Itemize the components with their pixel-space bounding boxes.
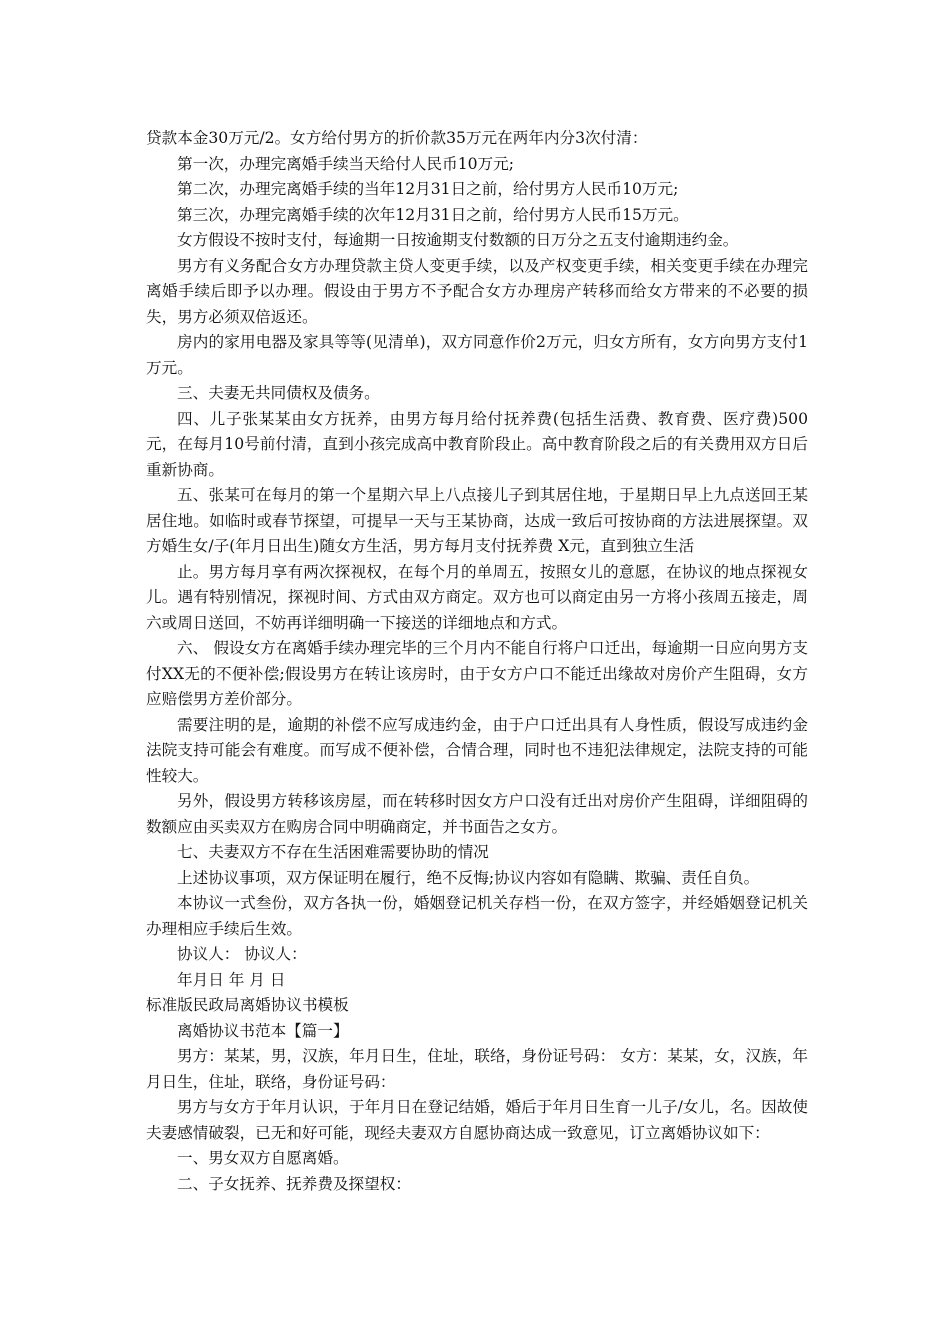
paragraph: 五、张某可在每月的第一个星期六早上八点接儿子到其居住地，于星期日早上九点送回王某居住地。如临时或春节探望，可提早一天与王某协商，达成一致后可按协商的方法进展探望。双方婚生女/子(年月日出生)随女方生活，男方每月支付抚养费 X元，直到独立生活 (146, 486, 808, 555)
paragraph: 另外，假设男方转移该房屋，而在转移时因女方户口没有迁出对房价产生阻碍，详细阻碍的数额应由买卖双方在购房合同中明确商定，并书面告之女方。 (146, 792, 808, 836)
paragraph: 女方假设不按时支付，每逾期一日按逾期支付数额的日万分之五支付逾期违约金。 (177, 231, 739, 249)
paragraph: 需要注明的是，逾期的补偿不应写成违约金，由于户口迁出具有人身性质，假设写成违约金法院支持可能会有难度。而写成不便补偿，合情合理，同时也不违犯法律规定，法院支持的可能性较大。 (146, 715, 808, 785)
paragraph: 三、夫妻无共同债权及债务。 (177, 384, 380, 402)
paragraph: 第一次，办理完离婚手续当天给付人民币10万元; (177, 154, 514, 173)
paragraph: 房内的家用电器及家具等等(见清单)，双方同意作价2万元，归女方所有，女方向男方支付1万元。 (146, 333, 808, 377)
document-body (146, 126, 808, 1197)
paragraph: 年月日 年 月 日 (177, 970, 286, 989)
paragraph: 止。男方每月享有两次探视权，在每个月的单周五，按照女儿的意愿，在协议的地点探视女儿。遇有特别情况，探视时间、方式由双方商定。双方也可以商定由另一方将小孩周五接走，周六或周日送回，不妨再详细明确一下接送的详细地点和方式。 (146, 562, 808, 632)
paragraph: 一、男女双方自愿离婚。 (177, 1149, 349, 1167)
paragraph: 六、 假设女方在离婚手续办理完毕的三个月内不能自行将户口迁出，每逾期一日应向男方支付XX无的不便补偿;假设男方在转让该房时，由于女方户口不能迁出缘故对房价产生阻碍，女方应赔偿男方差价部分。 (146, 639, 808, 708)
paragraph: 四、儿子张某某由女方抚养，由男方每月给付抚养费(包括生活费、教育费、医疗费)500元，在每月10号前付清，直到小孩完成高中教育阶段止。高中教育阶段之后的有关费用双方日后重新协商。 (146, 409, 808, 479)
paragraph: 第二次，办理完离婚手续的当年12月31日之前，给付男方人民币10万元; (177, 180, 679, 198)
paragraph: 协议人： 协议人： (177, 945, 307, 963)
paragraph: 男方与女方于年月认识，于年月日在登记结婚，婚后于年月日生育一儿子/女儿，名。因故使夫妻感情破裂，已无和好可能，现经夫妻双方自愿协商达成一致意见，订立离婚协议如下： (146, 1098, 808, 1142)
paragraph: 本协议一式叁份，双方各执一份，婚姻登记机关存档一份，在双方签字，并经婚姻登记机关办理相应手续后生效。 (146, 894, 808, 938)
paragraph: 标准版民政局离婚协议书模板 (146, 996, 349, 1014)
paragraph: 第三次，办理完离婚手续的次年12月31日之前，给付男方人民币15万元。 (177, 205, 689, 224)
paragraph: 二、子女抚养、抚养费及探望权： (177, 1174, 411, 1193)
paragraph: 七、夫妻双方不存在生活困难需要协助的情况 (177, 843, 489, 861)
paragraph: 贷款本金30万元/2。女方给付男方的折价款35万元在两年内分3次付清： (146, 129, 648, 147)
paragraph: 上述协议事项，双方保证明在履行，绝不反悔;协议内容如有隐瞒、欺骗、责任自负。 (177, 868, 760, 887)
paragraph: 离婚协议书范本【篇一】 (177, 1021, 349, 1040)
paragraph: 男方：某某，男，汉族，年月日生，住址，联络，身份证号码： 女方：某某，女，汉族，年月日生，住址，联络，身份证号码： (146, 1047, 808, 1091)
paragraph: 男方有义务配合女方办理贷款主贷人变更手续，以及产权变更手续，相关变更手续在办理完离婚手续后即予以办理。假设由于男方不予配合女方办理房产转移而给女方带来的不必要的损失，男方必须双倍返还。 (146, 256, 808, 326)
